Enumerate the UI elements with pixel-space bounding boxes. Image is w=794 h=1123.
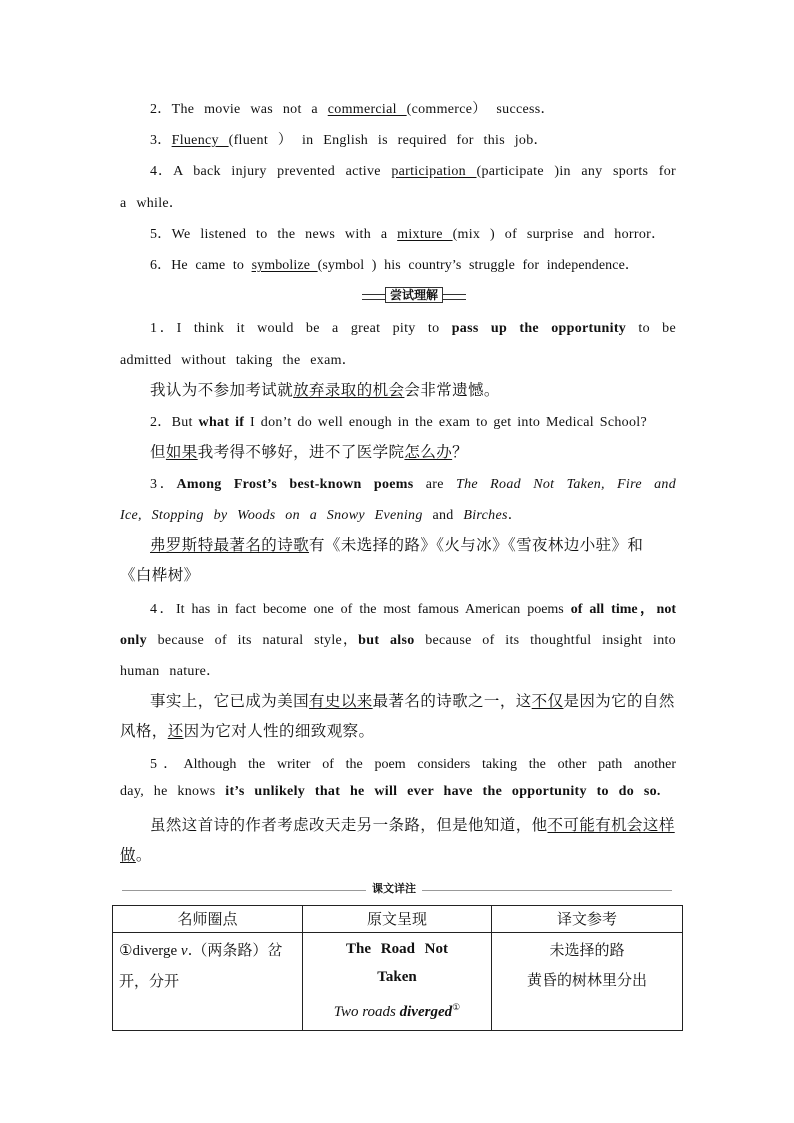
sentence-text: The movie was not a — [171, 102, 328, 117]
vocab-line-5 — [120, 223, 676, 243]
translation-key: 做 — [120, 846, 136, 864]
translation-text: 虽然这首诗的作者考虑改天走另一条路，但是他知道，他 — [150, 816, 548, 834]
sentence-text: 3． — [150, 477, 177, 492]
translation-key: 还 — [167, 722, 184, 740]
table-row — [113, 933, 683, 1031]
translation-key: 怎么办 — [404, 443, 453, 461]
sentence-text: to be — [626, 321, 676, 336]
note-line-1 — [119, 935, 296, 966]
note-word: diverge — [132, 943, 181, 959]
vocab-line-4 — [120, 160, 676, 180]
translation-text: 风格， — [120, 722, 168, 740]
sentence-3-translation-line-1 — [120, 533, 676, 555]
note-marker: ① — [452, 1002, 461, 1012]
translation-cell — [492, 933, 683, 1031]
poem-titles: The Road Not Taken, Fire and — [456, 477, 677, 492]
sentence-5-translation-line-2 — [120, 843, 676, 865]
sentence-3-translation-line-2 — [120, 563, 676, 585]
answer-word: commercial — [327, 102, 407, 117]
section-banner-try-understand — [362, 287, 466, 303]
original-cell — [303, 933, 492, 1031]
sentence-text: I don’t do well enough in the exam to get into Medical School? — [244, 415, 647, 430]
translation-text: 是因为它的自然 — [563, 692, 675, 710]
sentence-text: We listened to the news with a — [171, 227, 398, 242]
sentence-text: (participate )in any sports for — [476, 164, 677, 179]
sentence-4-line-1 — [120, 598, 676, 618]
note-line-2: 开，分开 — [119, 972, 180, 990]
translation-key: 放弃录取的机会 — [293, 381, 405, 399]
sentence-text: because of its natural style， — [146, 633, 359, 648]
sentence-text: 5．Although the writer of the poem considers taking the other path another — [150, 757, 676, 772]
translation-key: 不仅 — [531, 692, 564, 710]
note-number: ① — [119, 941, 133, 959]
translation-key: 不可能有机会这样 — [547, 816, 675, 834]
sentence-4-line-3 — [120, 660, 676, 680]
sentence-2-translation — [120, 440, 676, 462]
sentence-text: day, he knows — [120, 784, 226, 799]
translation-title: 未选择的路 — [549, 941, 625, 959]
item-number: 5． — [150, 227, 172, 242]
sentence-text: A back injury prevented active — [173, 164, 392, 179]
sentence-text: 4．It has in fact become one of the most famous American poems — [150, 602, 571, 617]
sentence-text: 2．But — [150, 415, 199, 430]
translation-text: 但 — [150, 443, 166, 461]
sentence-text: admitted without taking the exam． — [120, 353, 357, 368]
poem-title-line-1: The Road Not — [345, 941, 448, 957]
translation-text: 事实上，它已成为美国 — [150, 692, 310, 710]
sentence-text: (commerce） success． — [406, 102, 555, 117]
translation-text: 我考得不够好，进不了医学院 — [197, 443, 405, 461]
translation-text: 有《未选择的路》《火与冰》《雪夜林边小驻》和 — [309, 536, 644, 554]
sentence-3-line-1 — [120, 473, 676, 493]
translation-text: 我认为不参加考试就 — [150, 381, 294, 399]
vocab-line-6 — [120, 254, 676, 274]
sentence-5-line-1 — [120, 753, 676, 773]
translation-text: 《白桦树》 — [120, 566, 200, 584]
poem-key-word: diverged — [399, 1004, 453, 1020]
answer-word: Fluency — [171, 133, 229, 148]
translation-key: 有史以来 — [309, 692, 373, 710]
sentence-5-line-2 — [120, 784, 676, 800]
poem-title-line-2: Taken — [377, 969, 417, 985]
column-header-notes: 名师圈点 — [113, 906, 303, 933]
notes-table — [112, 905, 683, 1031]
column-header-translation: 译文参考 — [492, 906, 683, 933]
sentence-text: (symbol ) his country’s struggle for independence． — [317, 258, 639, 273]
translation-key: 如果 — [165, 443, 198, 461]
translation-line: 黄昏的树林里分出 — [526, 971, 647, 989]
key-phrase: it’s unlikely that he will ever have the opportunity to do so. — [225, 784, 661, 799]
item-number: 6． — [150, 258, 172, 273]
sentence-text: ． — [507, 508, 523, 523]
key-phrase: but also — [358, 633, 415, 648]
sentence-4-translation-line-2 — [120, 719, 676, 741]
column-header-original: 原文呈现 — [303, 906, 492, 933]
answer-word: mixture — [397, 227, 453, 242]
translation-key: 弗罗斯特最著名的诗歌 — [150, 536, 310, 554]
sentence-text: human nature． — [120, 664, 221, 679]
note-cell — [113, 933, 303, 1031]
sentence-1-translation — [120, 378, 676, 400]
answer-word: participation — [391, 164, 477, 179]
key-phrase: pass up the opportunity — [451, 321, 627, 336]
translation-text: 。 — [135, 846, 152, 864]
sentence-1-line-2 — [120, 349, 676, 369]
key-phrase: Among Frost’s best-known poems — [176, 477, 414, 492]
key-phrase: only — [120, 633, 147, 648]
answer-word: symbolize — [251, 258, 318, 273]
sentence-text: (fluent ） in English is required for this job． — [228, 133, 548, 148]
sentence-2-line — [120, 411, 676, 431]
note-part-of-speech: v — [180, 943, 188, 959]
item-number: 3． — [150, 133, 172, 148]
item-number: 2． — [150, 102, 172, 117]
poem-titles: Birches — [463, 508, 508, 523]
vocab-line-2 — [120, 98, 676, 118]
banner-label: 尝试理解 — [385, 287, 443, 303]
sentence-text: a while． — [120, 196, 184, 211]
sentence-text: 1．I think it would be a great pity to — [150, 321, 452, 336]
vocab-line-4-cont — [120, 192, 676, 212]
table-header-row — [113, 906, 683, 933]
sentence-4-translation-line-1 — [120, 689, 676, 711]
key-phrase: what if — [198, 415, 245, 430]
section-label: 课文详注 — [366, 880, 422, 896]
sentence-text: (mix ) of surprise and horror． — [452, 227, 666, 242]
sentence-text: He came to — [171, 258, 252, 273]
sentence-4-line-2 — [120, 629, 676, 649]
poem-text: Two roads — [333, 1004, 400, 1020]
key-phrase: of all time，not — [570, 602, 676, 617]
section-heading-text-notes — [122, 880, 672, 896]
translation-text: ？ — [452, 443, 469, 461]
sentence-1-line-1 — [120, 317, 676, 337]
translation-text: 因为它对人性的细致观察。 — [183, 722, 375, 740]
translation-text: 最著名的诗歌之一，这 — [372, 692, 532, 710]
sentence-text: and — [422, 508, 464, 523]
translation-text: 会非常遗憾。 — [404, 381, 500, 399]
poem-line — [309, 993, 485, 1026]
note-definition: .（两条路）岔 — [187, 941, 283, 959]
item-number: 4． — [150, 164, 174, 179]
sentence-3-line-2 — [120, 504, 676, 524]
sentence-5-translation-line-1 — [120, 813, 676, 835]
poem-titles: Ice, Stopping by Woods on a Snowy Evening — [120, 508, 423, 523]
sentence-text: because of its thoughtful insight into — [414, 633, 676, 648]
vocab-line-3 — [120, 129, 676, 149]
sentence-text: are — [413, 477, 457, 492]
